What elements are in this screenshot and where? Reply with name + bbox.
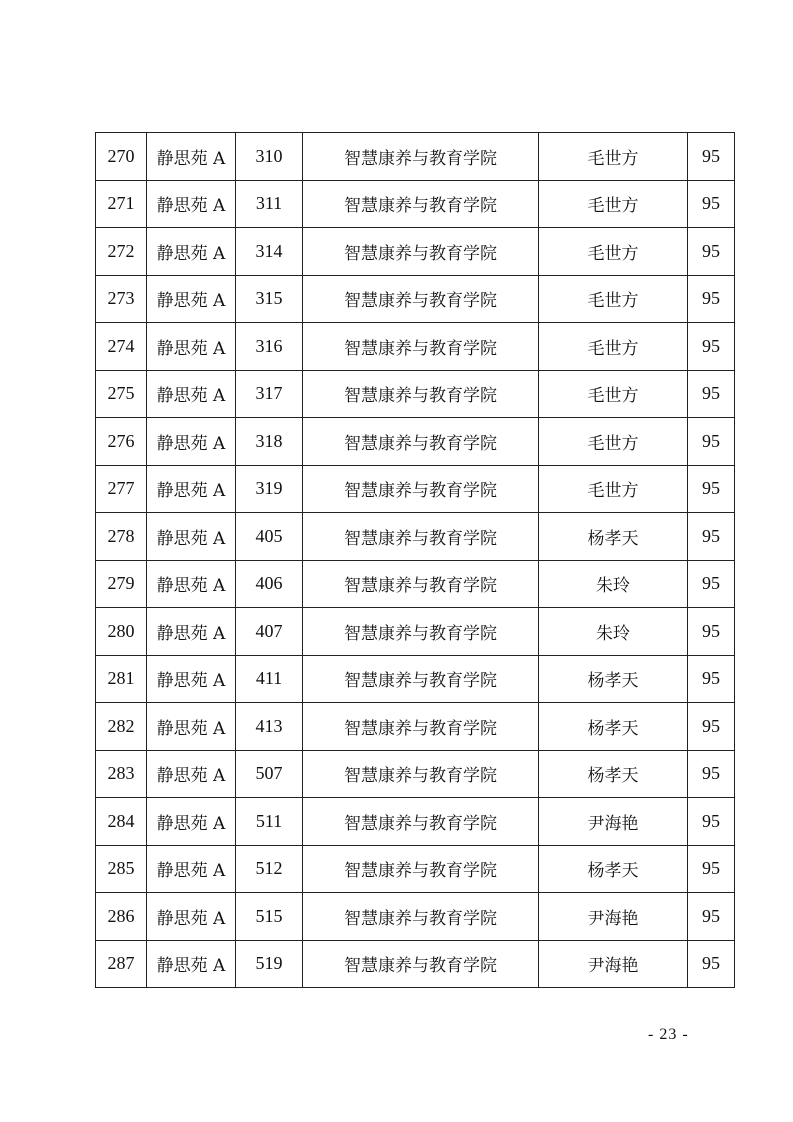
cell-score: 95 — [688, 418, 735, 466]
cell-score: 95 — [688, 465, 735, 513]
cell-score: 95 — [688, 750, 735, 798]
cell-row-number: 273 — [96, 275, 147, 323]
cell-room-number: 413 — [236, 703, 303, 751]
dormitory-score-table — [95, 132, 735, 988]
cell-person-in-charge: 杨孝天 — [539, 845, 688, 893]
cell-room-number: 319 — [236, 465, 303, 513]
cell-building: 静思苑 A — [147, 893, 236, 941]
cell-room-number: 311 — [236, 180, 303, 228]
cell-score: 95 — [688, 655, 735, 703]
cell-score: 95 — [688, 513, 735, 561]
cell-building: 静思苑 A — [147, 180, 236, 228]
cell-building: 静思苑 A — [147, 418, 236, 466]
cell-row-number: 285 — [96, 845, 147, 893]
table-row — [96, 228, 735, 276]
table-row — [96, 560, 735, 608]
cell-building: 静思苑 A — [147, 560, 236, 608]
cell-score: 95 — [688, 180, 735, 228]
cell-score: 95 — [688, 703, 735, 751]
cell-person-in-charge: 尹海艳 — [539, 798, 688, 846]
cell-person-in-charge: 毛世方 — [539, 180, 688, 228]
cell-college: 智慧康养与教育学院 — [303, 845, 539, 893]
cell-row-number: 281 — [96, 655, 147, 703]
cell-college: 智慧康养与教育学院 — [303, 703, 539, 751]
cell-person-in-charge: 尹海艳 — [539, 940, 688, 988]
cell-row-number: 278 — [96, 513, 147, 561]
cell-building: 静思苑 A — [147, 798, 236, 846]
cell-person-in-charge: 杨孝天 — [539, 703, 688, 751]
cell-building: 静思苑 A — [147, 703, 236, 751]
cell-college: 智慧康养与教育学院 — [303, 465, 539, 513]
cell-room-number: 519 — [236, 940, 303, 988]
cell-row-number: 286 — [96, 893, 147, 941]
cell-person-in-charge: 尹海艳 — [539, 893, 688, 941]
cell-college: 智慧康养与教育学院 — [303, 798, 539, 846]
cell-room-number: 411 — [236, 655, 303, 703]
cell-score: 95 — [688, 940, 735, 988]
cell-college: 智慧康养与教育学院 — [303, 655, 539, 703]
cell-college: 智慧康养与教育学院 — [303, 228, 539, 276]
cell-score: 95 — [688, 608, 735, 656]
cell-person-in-charge: 毛世方 — [539, 133, 688, 181]
cell-score: 95 — [688, 370, 735, 418]
cell-row-number: 277 — [96, 465, 147, 513]
cell-college: 智慧康养与教育学院 — [303, 275, 539, 323]
cell-room-number: 507 — [236, 750, 303, 798]
cell-row-number: 283 — [96, 750, 147, 798]
cell-building: 静思苑 A — [147, 608, 236, 656]
cell-row-number: 270 — [96, 133, 147, 181]
cell-person-in-charge: 毛世方 — [539, 418, 688, 466]
cell-college: 智慧康养与教育学院 — [303, 418, 539, 466]
cell-row-number: 287 — [96, 940, 147, 988]
cell-row-number: 276 — [96, 418, 147, 466]
cell-person-in-charge: 毛世方 — [539, 228, 688, 276]
cell-person-in-charge: 朱玲 — [539, 608, 688, 656]
cell-person-in-charge: 朱玲 — [539, 560, 688, 608]
cell-person-in-charge: 毛世方 — [539, 465, 688, 513]
cell-score: 95 — [688, 798, 735, 846]
cell-room-number: 511 — [236, 798, 303, 846]
cell-row-number: 275 — [96, 370, 147, 418]
cell-building: 静思苑 A — [147, 465, 236, 513]
cell-college: 智慧康养与教育学院 — [303, 940, 539, 988]
table-row — [96, 608, 735, 656]
cell-person-in-charge: 毛世方 — [539, 275, 688, 323]
cell-room-number: 405 — [236, 513, 303, 561]
cell-building: 静思苑 A — [147, 370, 236, 418]
cell-room-number: 315 — [236, 275, 303, 323]
cell-room-number: 310 — [236, 133, 303, 181]
cell-college: 智慧康养与教育学院 — [303, 513, 539, 561]
cell-building: 静思苑 A — [147, 133, 236, 181]
cell-score: 95 — [688, 275, 735, 323]
cell-college: 智慧康养与教育学院 — [303, 750, 539, 798]
cell-room-number: 406 — [236, 560, 303, 608]
cell-college: 智慧康养与教育学院 — [303, 608, 539, 656]
cell-person-in-charge: 毛世方 — [539, 370, 688, 418]
cell-room-number: 515 — [236, 893, 303, 941]
cell-room-number: 316 — [236, 323, 303, 371]
table-row — [96, 893, 735, 941]
cell-building: 静思苑 A — [147, 655, 236, 703]
table-row — [96, 180, 735, 228]
cell-score: 95 — [688, 323, 735, 371]
table-row — [96, 845, 735, 893]
cell-person-in-charge: 杨孝天 — [539, 513, 688, 561]
cell-score: 95 — [688, 228, 735, 276]
cell-college: 智慧康养与教育学院 — [303, 893, 539, 941]
table-row — [96, 940, 735, 988]
cell-college: 智慧康养与教育学院 — [303, 323, 539, 371]
cell-row-number: 274 — [96, 323, 147, 371]
table-row — [96, 133, 735, 181]
table-row — [96, 275, 735, 323]
cell-room-number: 314 — [236, 228, 303, 276]
cell-room-number: 317 — [236, 370, 303, 418]
cell-building: 静思苑 A — [147, 275, 236, 323]
cell-person-in-charge: 杨孝天 — [539, 655, 688, 703]
cell-row-number: 279 — [96, 560, 147, 608]
cell-person-in-charge: 杨孝天 — [539, 750, 688, 798]
cell-building: 静思苑 A — [147, 750, 236, 798]
cell-college: 智慧康养与教育学院 — [303, 370, 539, 418]
cell-row-number: 282 — [96, 703, 147, 751]
cell-room-number: 318 — [236, 418, 303, 466]
cell-row-number: 280 — [96, 608, 147, 656]
cell-building: 静思苑 A — [147, 845, 236, 893]
cell-row-number: 271 — [96, 180, 147, 228]
table-row — [96, 418, 735, 466]
cell-building: 静思苑 A — [147, 940, 236, 988]
cell-row-number: 284 — [96, 798, 147, 846]
table-row — [96, 513, 735, 561]
cell-score: 95 — [688, 845, 735, 893]
cell-college: 智慧康养与教育学院 — [303, 180, 539, 228]
table-row — [96, 750, 735, 798]
cell-person-in-charge: 毛世方 — [539, 323, 688, 371]
cell-building: 静思苑 A — [147, 228, 236, 276]
cell-room-number: 512 — [236, 845, 303, 893]
table-row — [96, 370, 735, 418]
cell-college: 智慧康养与教育学院 — [303, 560, 539, 608]
cell-score: 95 — [688, 133, 735, 181]
page-number: - 23 - — [648, 1026, 689, 1043]
cell-score: 95 — [688, 893, 735, 941]
cell-building: 静思苑 A — [147, 323, 236, 371]
table-row — [96, 323, 735, 371]
cell-college: 智慧康养与教育学院 — [303, 133, 539, 181]
table-body — [96, 133, 735, 988]
cell-building: 静思苑 A — [147, 513, 236, 561]
table-row — [96, 798, 735, 846]
table-row — [96, 465, 735, 513]
cell-room-number: 407 — [236, 608, 303, 656]
cell-row-number: 272 — [96, 228, 147, 276]
table-row — [96, 703, 735, 751]
cell-score: 95 — [688, 560, 735, 608]
table-row — [96, 655, 735, 703]
